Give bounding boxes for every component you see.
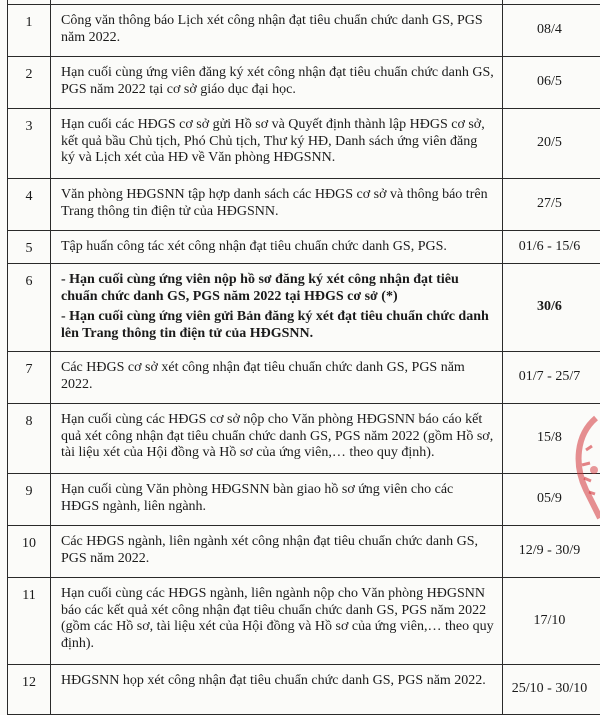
row-number: 6 [8,264,51,352]
schedule-table [7,0,600,715]
row-number: 8 [8,404,51,474]
row-description: Các HĐGS cơ sở xét công nhận đạt tiêu chuẩn chức danh GS, PGS năm 2022. [51,352,503,404]
row-date: 17/10 [503,578,600,665]
row-number: 7 [8,352,51,404]
table-row [8,57,600,109]
row-date: 27/5 [503,179,600,231]
row-date: 20/5 [503,109,600,179]
table-row [8,231,600,264]
row-description: HĐGSNN họp xét công nhận đạt tiêu chuẩn chức danh GS, PGS năm 2022. [51,665,503,715]
row-date: 06/5 [503,57,600,109]
row-date: 25/10 - 30/10 [503,665,600,715]
row-date: 05/9 [503,474,600,526]
table-row [8,179,600,231]
row-number: 4 [8,179,51,231]
row-number: 10 [8,526,51,578]
table-row [8,109,600,179]
table-row [8,352,600,404]
row-date: 01/7 - 25/7 [503,352,600,404]
row-description: Tập huấn công tác xét công nhận đạt tiêu chuẩn chức danh GS, PGS. [51,231,503,264]
row-number: 1 [8,5,51,57]
table-row [8,264,600,352]
table-row [8,665,600,715]
row-description: Công văn thông báo Lịch xét công nhận đạt tiêu chuẩn chức danh GS, PGS năm 2022. [51,5,503,57]
table-row [8,526,600,578]
row-description [51,264,503,352]
row-description: Hạn cuối cùng ứng viên đăng ký xét công nhận đạt tiêu chuẩn chức danh GS, PGS năm 2022 tại cơ sở giáo dục đại học. [51,57,503,109]
row-number: 3 [8,109,51,179]
row-number: 2 [8,57,51,109]
row-number: 11 [8,578,51,665]
deadline-note-registration: - Hạn cuối cùng ứng viên gửi Bản đăng ký xét đạt tiêu chuẩn chức danh lên Trang thông tin điện tử của HĐGSNN. [61,309,494,342]
row-description: Các HĐGS ngành, liên ngành xét công nhận đạt tiêu chuẩn chức danh GS, PGS năm 2022. [51,526,503,578]
table-row [8,404,600,474]
row-date: 08/4 [503,5,600,57]
row-date: 15/8 [503,404,600,474]
row-description: Hạn cuối cùng các HĐGS cơ sở nộp cho Văn phòng HĐGSNN báo cáo kết quả xét công nhận đạt tiêu chuẩn chức danh GS, PGS năm 2022 (gồm Hồ sơ, tài liệu xét của Hội đồng và Hồ sơ của ứng viên,… theo quy định). [51,404,503,474]
table-row [8,474,600,526]
row-number: 12 [8,665,51,715]
row-date: 30/6 [503,264,600,352]
row-date: 12/9 - 30/9 [503,526,600,578]
row-description: Hạn cuối các HĐGS cơ sở gửi Hồ sơ và Quyết định thành lập HĐGS cơ sở, kết quả bầu Chủ tịch, Phó Chủ tịch, Thư ký HĐ, Danh sách ứng viên đăng ký và Lịch xét của HĐ về Văn phòng HĐGSNN. [51,109,503,179]
deadline-note-dossier: - Hạn cuối cùng ứng viên nộp hồ sơ đăng ký xét công nhận đạt tiêu chuẩn chức danh GS, PGS năm 2022 tại HĐGS cơ sở (*) [61,272,494,305]
row-description: Hạn cuối cùng Văn phòng HĐGSNN bàn giao hồ sơ ứng viên cho các HĐGS ngành, liên ngành. [51,474,503,526]
table-row [8,5,600,57]
row-description: Văn phòng HĐGSNN tập hợp danh sách các HĐGS cơ sở và thông báo trên Trang thông tin điện tử của HĐGSNN. [51,179,503,231]
row-number: 5 [8,231,51,264]
table-row [8,578,600,665]
row-description: Hạn cuối cùng các HĐGS ngành, liên ngành nộp cho Văn phòng HĐGSNN báo các kết quả xét công nhận đạt tiêu chuẩn chức danh GS, PGS năm 2022 (gồm các Hồ sơ, tài liệu xét của Hội đồng và Hồ sơ của ứng viên,… theo quy định). [51,578,503,665]
row-date: 01/6 - 15/6 [503,231,600,264]
row-number: 9 [8,474,51,526]
